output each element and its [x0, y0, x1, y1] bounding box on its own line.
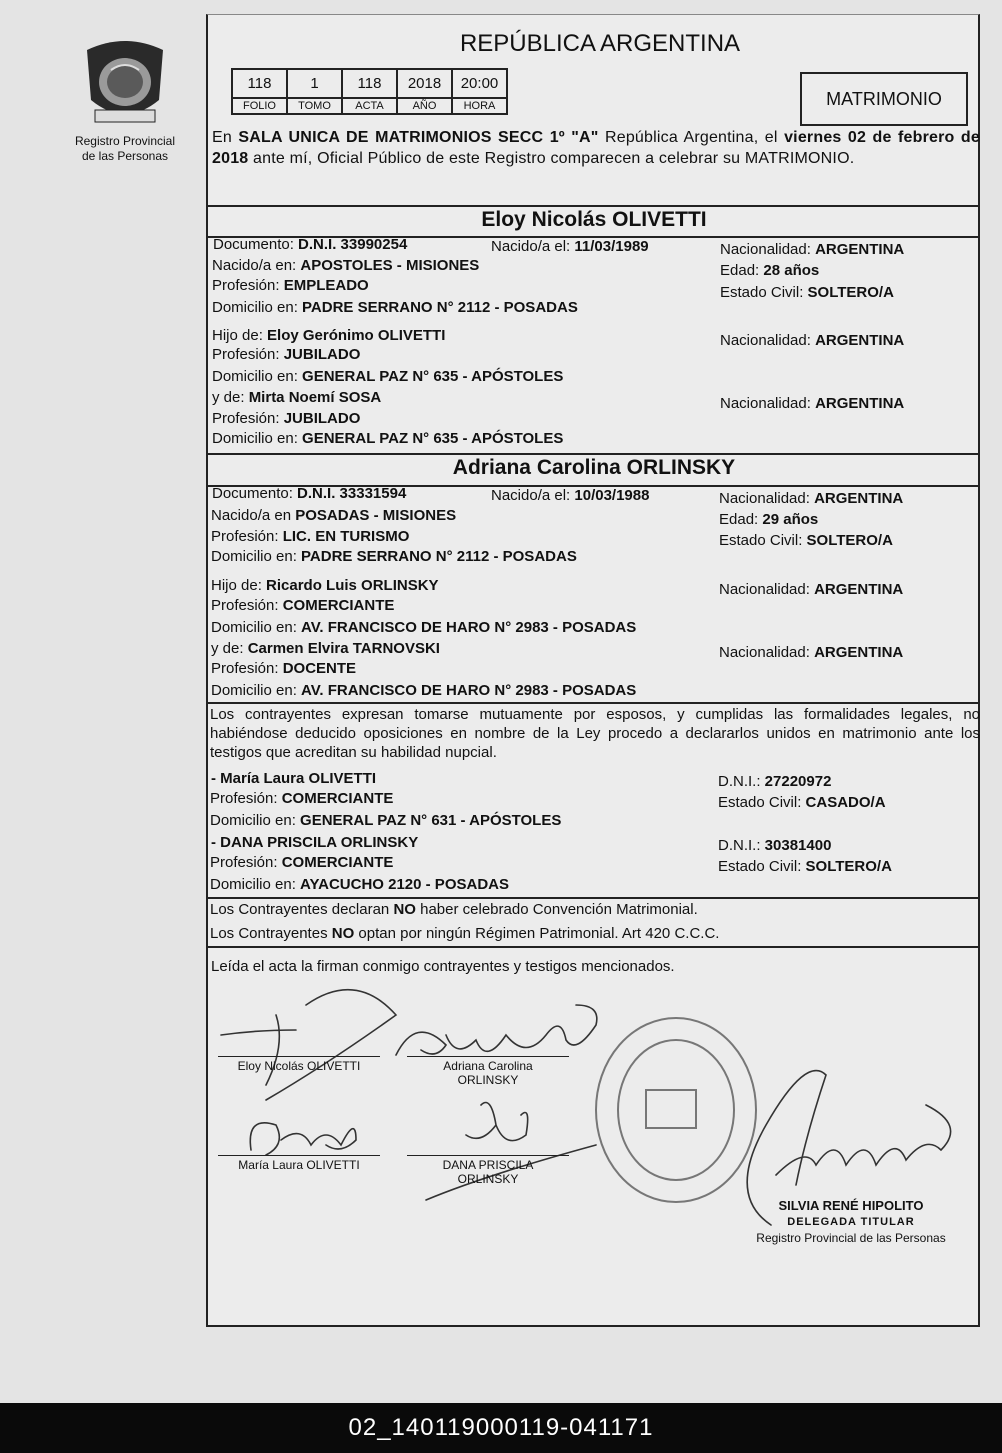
groom-civil-status [720, 284, 894, 301]
text: ORLINSKY [457, 1172, 519, 1186]
intro-paragraph [212, 127, 980, 169]
label: D.N.I.: [718, 773, 765, 790]
text: ORLINSKY [457, 1073, 519, 1087]
value: 27220972 [764, 773, 832, 790]
label: Domicilio en: [212, 368, 303, 385]
groom-father-nationality [720, 332, 904, 349]
intro-text: República Argentina, el [598, 129, 785, 146]
value: AV. FRANCISCO DE HARO N° 2983 - POSADAS [301, 682, 637, 699]
ceremony-place: SALA UNICA DE MATRIMONIOS SECC 1º "A" [238, 129, 599, 146]
groom-profession [212, 277, 369, 294]
label: Domicilio en: [212, 430, 303, 447]
value: Ricardo Luis ORLINSKY [266, 577, 439, 594]
witness-civil-status [718, 858, 892, 875]
value: ARGENTINA [814, 644, 904, 661]
label: Profesión: [210, 790, 282, 807]
value: ARGENTINA [815, 241, 905, 258]
label: Domicilio en: [211, 619, 302, 636]
label: Nacionalidad: [720, 395, 816, 412]
label: Nacionalidad: [720, 332, 816, 349]
value: - DANA PRISCILA ORLINSKY [211, 834, 419, 851]
value: 28 años [763, 262, 820, 279]
signature-line [407, 1155, 569, 1156]
label: Nacido/a el: [491, 487, 575, 504]
ceremony-date: viernes 02 de febrero de 2018 [212, 129, 981, 167]
value: Mirta Noemí SOSA [248, 389, 382, 406]
label: Nacido/a en: [212, 257, 301, 274]
witness-profession [210, 854, 393, 871]
label: Profesión: [211, 528, 283, 545]
groom-signature-flourish [266, 990, 396, 1100]
text: Adriana Carolina [443, 1059, 533, 1073]
label: Documento: [213, 236, 299, 253]
label: Domicilio en: [210, 812, 301, 829]
divider [208, 897, 980, 899]
label: Hijo de: [212, 327, 268, 344]
value: SOLTERO/A [807, 284, 894, 301]
value: JUBILADO [283, 410, 361, 427]
label: Nacido/a el: [491, 238, 575, 255]
value: ARGENTINA [815, 332, 905, 349]
value: GENERAL PAZ N° 635 - APÓSTOLES [302, 368, 564, 385]
value: PADRE SERRANO N° 2112 - POSADAS [301, 548, 577, 565]
bride-mother-profession [211, 660, 356, 677]
value: CASADO/A [805, 794, 886, 811]
label: Domicilio en: [212, 299, 303, 316]
tomo-label: TOMO [287, 98, 342, 114]
text: Los Contrayentes declaran [210, 901, 394, 918]
groom-mother-nationality [720, 395, 904, 412]
witness-dni [718, 773, 831, 790]
official-role: DELEGADA TITULAR [787, 1216, 915, 1228]
label: Nacionalidad: [720, 241, 816, 258]
bride-father-profession [211, 597, 394, 614]
value: GENERAL PAZ N° 631 - APÓSTOLES [300, 812, 562, 829]
bride-father-address [211, 619, 636, 636]
bride-mother-address [211, 682, 636, 699]
value: SOLTERO/A [805, 858, 892, 875]
divider [208, 702, 980, 704]
text: haber celebrado Convención Matrimonial. [415, 901, 698, 918]
text: NO [393, 901, 416, 918]
value: EMPLEADO [283, 277, 369, 294]
groom-mother-address [212, 430, 563, 447]
value: - María Laura OLIVETTI [211, 770, 377, 787]
official-stamp-icon [596, 1018, 756, 1202]
label: Nacionalidad: [719, 581, 815, 598]
value: POSADAS - MISIONES [295, 507, 457, 524]
record-id-table [231, 68, 508, 115]
bride-father-nationality [719, 581, 903, 598]
signature-line [218, 1056, 380, 1057]
witness-address [210, 876, 509, 893]
value: COMERCIANTE [281, 854, 394, 871]
value: ARGENTINA [815, 395, 905, 412]
label: D.N.I.: [718, 837, 765, 854]
groom-father-address [212, 368, 563, 385]
acta-value: 118 [342, 69, 397, 98]
divider [208, 205, 980, 207]
convention-line [210, 901, 698, 918]
witness-profession [210, 790, 393, 807]
label: y de: [211, 640, 248, 657]
witness-name [211, 834, 418, 851]
value: 10/03/1988 [574, 487, 650, 504]
registry-caption [70, 134, 180, 164]
witness-civil-status [718, 794, 886, 811]
signature-line [407, 1056, 569, 1057]
value: ARGENTINA [814, 581, 904, 598]
bride-birthplace [211, 507, 456, 524]
label: Profesión: [210, 854, 282, 871]
label: Domicilio en: [211, 682, 302, 699]
value: Carmen Elvira TARNOVSKI [247, 640, 440, 657]
groom-name: Eloy Nicolás OLIVETTI [481, 208, 707, 231]
witness-dni [718, 837, 831, 854]
text: optan por ningún Régimen Patrimonial. Art 420 C.C.C. [354, 925, 720, 942]
country-title: REPÚBLICA ARGENTINA [459, 30, 741, 57]
hora-value: 20:00 [452, 69, 507, 98]
label: Nacido/a en [211, 507, 296, 524]
label: Profesión: [211, 660, 283, 677]
groom-signature-label: Eloy Nicolás OLIVETTI [237, 1059, 361, 1073]
registry-logo [70, 30, 180, 164]
value: JUBILADO [283, 346, 361, 363]
bride-signature [396, 1005, 597, 1055]
record-type: MATRIMONIO [826, 88, 942, 109]
groom-birthplace [212, 257, 479, 274]
bride-civil-status [719, 532, 893, 549]
bride-profession [211, 528, 409, 545]
groom-age [720, 262, 819, 279]
reading-statement: Leída el acta la firman conmigo contrayentes y testigos mencionados. [211, 958, 675, 975]
anio-value: 2018 [397, 69, 452, 98]
scan-footer [0, 1403, 1002, 1453]
bride-birthdate [491, 487, 649, 504]
groom-mother-profession [212, 410, 360, 427]
groom-nationality [720, 241, 904, 258]
label: Profesión: [212, 346, 284, 363]
label: Estado Civil: [720, 284, 808, 301]
province-seal-icon [77, 30, 173, 130]
regime-line [210, 925, 719, 942]
value: 29 años [762, 511, 819, 528]
bride-signature-label [407, 1059, 569, 1087]
groom-address [212, 299, 578, 316]
groom-signature [221, 1015, 296, 1085]
bride-nationality [719, 490, 903, 507]
label: Estado Civil: [718, 794, 806, 811]
caption-line: Registro Provincial [74, 134, 176, 148]
witness1-signature-label: María Laura OLIVETTI [238, 1158, 360, 1172]
text: NO [331, 925, 355, 942]
value: AYACUCHO 2120 - POSADAS [300, 876, 509, 893]
folio-value: 118 [232, 69, 287, 98]
acta-label: ACTA [342, 98, 397, 114]
intro-text: En [212, 129, 239, 146]
official-office: Registro Provincial de las Personas [756, 1231, 946, 1245]
declaration-text: Los contrayentes expresan tomarse mutuamente por esposos, y cumplidas las formalidades legales, no habiéndose deducido oposiciones en nombre de la Ley procedo a declararlos unidos en matrimonio ante los testigos que acreditan su habilidad nupcial. [210, 706, 980, 761]
label: Profesión: [212, 410, 284, 427]
text: DANA PRISCILA [442, 1158, 534, 1172]
value: SOLTERO/A [806, 532, 893, 549]
signature-line [218, 1155, 380, 1156]
value: COMERCIANTE [282, 597, 395, 614]
divider [208, 453, 980, 455]
witness-name [211, 770, 376, 787]
label: y de: [212, 389, 249, 406]
value: APOSTOLES - MISIONES [300, 257, 480, 274]
label: Nacionalidad: [719, 490, 815, 507]
groom-mother [212, 389, 381, 406]
label: Edad: [719, 511, 763, 528]
witness2-signature-label [407, 1158, 569, 1186]
bride-name: Adriana Carolina ORLINSKY [452, 456, 736, 479]
bride-mother [211, 640, 440, 657]
value: D.N.I. 33331594 [297, 485, 407, 502]
label: Nacionalidad: [719, 644, 815, 661]
groom-document [213, 236, 407, 253]
value: LIC. EN TURISMO [282, 528, 410, 545]
text: Los Contrayentes [210, 925, 332, 942]
groom-father [212, 327, 445, 344]
label: Estado Civil: [718, 858, 806, 875]
value: Eloy Gerónimo OLIVETTI [267, 327, 446, 344]
label: Profesión: [211, 597, 283, 614]
tomo-value: 1 [287, 69, 342, 98]
document-id: 02_140119000119-041171 [348, 1414, 654, 1441]
bride-mother-nationality [719, 644, 903, 661]
label: Edad: [720, 262, 764, 279]
divider [208, 946, 980, 948]
witness1-signature [250, 1123, 356, 1155]
anio-label: AÑO [397, 98, 452, 114]
label: Estado Civil: [719, 532, 807, 549]
groom-father-profession [212, 346, 360, 363]
value: 11/03/1989 [574, 238, 649, 255]
groom-birthdate [491, 238, 649, 255]
value: AV. FRANCISCO DE HARO N° 2983 - POSADAS [301, 619, 637, 636]
bride-father [211, 577, 439, 594]
value: 30381400 [764, 837, 832, 854]
value: PADRE SERRANO N° 2112 - POSADAS [302, 299, 578, 316]
official-seal [748, 1198, 954, 1246]
label: Domicilio en: [211, 548, 302, 565]
label: Hijo de: [211, 577, 267, 594]
value: D.N.I. 33990254 [298, 236, 408, 253]
bride-document [212, 485, 406, 502]
folio-label: FOLIO [232, 98, 287, 114]
value: ARGENTINA [814, 490, 904, 507]
caption-line: de las Personas [81, 149, 169, 163]
official-name: SILVIA RENÉ HIPOLITO [778, 1198, 924, 1213]
intro-text: ante mí, Oficial Público de este Registro comparecen a celebrar su MATRIMONIO. [248, 150, 855, 167]
bride-age [719, 511, 818, 528]
label: Documento: [212, 485, 298, 502]
witness2-signature [466, 1103, 528, 1141]
value: GENERAL PAZ N° 635 - APÓSTOLES [302, 430, 564, 447]
value: COMERCIANTE [281, 790, 394, 807]
hora-label: HORA [452, 98, 507, 114]
witness-address [210, 812, 561, 829]
label: Profesión: [212, 277, 284, 294]
value: DOCENTE [282, 660, 357, 677]
label: Domicilio en: [210, 876, 301, 893]
bride-address [211, 548, 577, 565]
record-type-box [800, 72, 968, 126]
